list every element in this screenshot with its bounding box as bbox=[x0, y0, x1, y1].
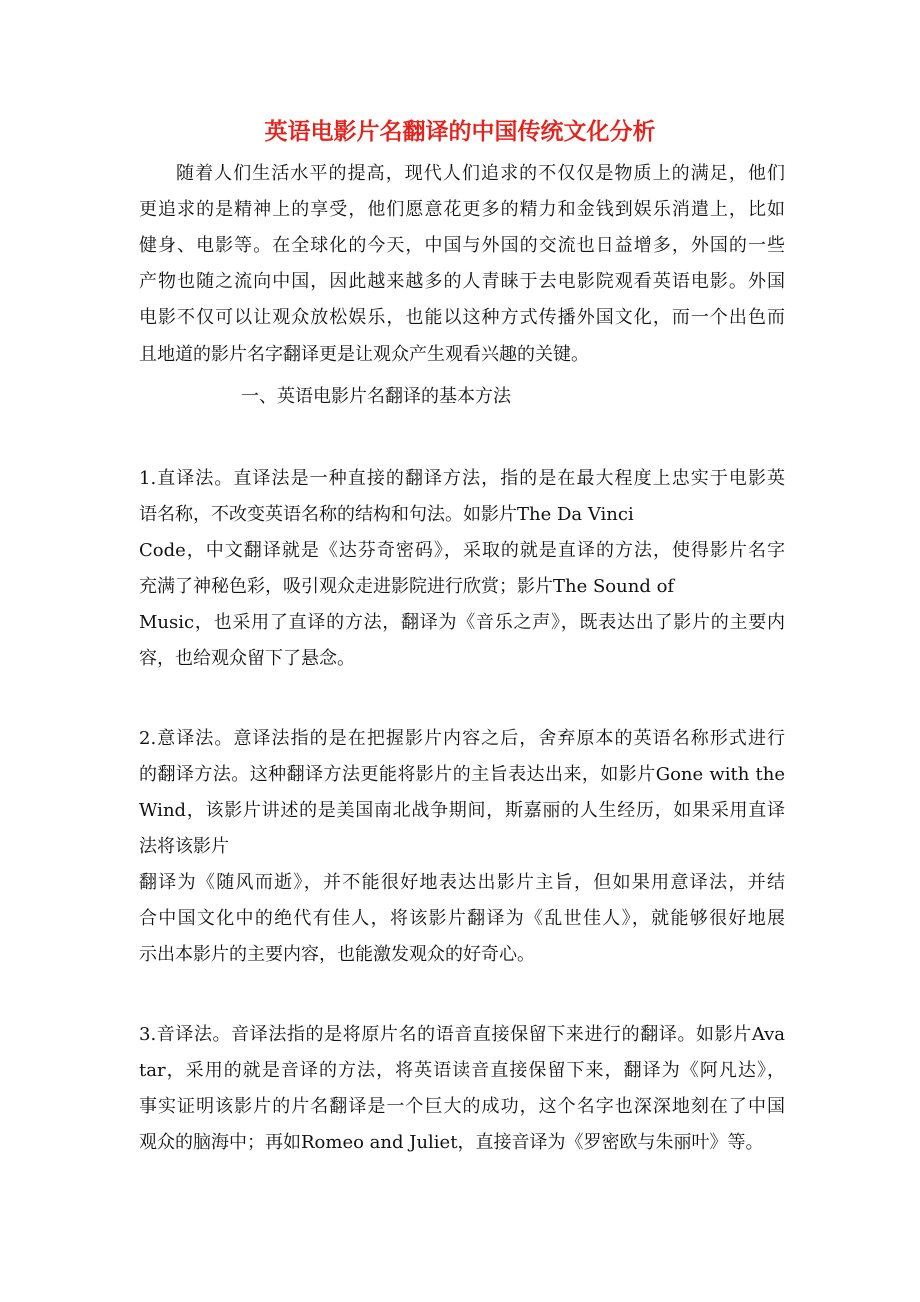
intro-line: 更追求的是精神上的享受，他们愿意花更多的精力和金钱到娱乐消遣上，比如 bbox=[139, 199, 785, 220]
method1-line: 1.直译法。直译法是一种直接的翻译方法，指的是在最大程度上忠实于电影英 bbox=[139, 468, 785, 489]
intro-line: 且地道的影片名字翻译更是让观众产生观看兴趣的关键。 bbox=[139, 344, 589, 365]
section-heading: 一、英语电影片名翻译的基本方法 bbox=[241, 386, 511, 407]
intro-line: 健身、电影等。在全球化的今天，中国与外国的交流也日益增多，外国的一些 bbox=[139, 235, 785, 256]
method2-line: Wind，该影片讲述的是美国南北战争期间，斯嘉丽的人生经历，如果采用直译 bbox=[139, 800, 785, 821]
intro-line: 电影不仅可以让观众放松娱乐，也能以这种方式传播外国文化，而一个出色而 bbox=[139, 307, 785, 328]
method2-line: 翻译为《随风而逝》，并不能很好地表达出影片主旨，但如果用意译法，并结 bbox=[139, 872, 785, 893]
method2-line: 法将该影片 bbox=[139, 836, 229, 857]
intro-line: 产物也随之流向中国，因此越来越多的人青睐于去电影院观看英语电影。外国 bbox=[139, 271, 785, 292]
page-title: 英语电影片名翻译的中国传统文化分析 bbox=[264, 119, 656, 145]
method2-line: 2.意译法。意译法指的是在把握影片内容之后，舍弃原本的英语名称形式进行 bbox=[139, 728, 785, 749]
method2-line: 合中国文化中的绝代有佳人，将该影片翻译为《乱世佳人》，就能够很好地展 bbox=[139, 908, 785, 929]
method1-line: Music，也采用了直译的方法，翻译为《音乐之声》，既表达出了影片的主要内 bbox=[139, 612, 785, 633]
method3-line: tar，采用的就是音译的方法，将英语读音直接保留下来，翻译为《阿凡达》， bbox=[139, 1060, 785, 1081]
method2-line: 示出本影片的主要内容，也能激发观众的好奇心。 bbox=[139, 944, 535, 965]
method3-line: 事实证明该影片的片名翻译是一个巨大的成功，这个名字也深深地刻在了中国 bbox=[139, 1096, 785, 1117]
method1-line: 语名称，不改变英语名称的结构和句法。如影片The Da Vinci bbox=[139, 504, 634, 525]
intro-line: 随着人们生活水平的提高，现代人们追求的不仅仅是物质上的满足，他们 bbox=[176, 163, 785, 184]
method3-line: 观众的脑海中；再如Romeo and Juliet，直接音译为《罗密欧与朱丽叶》等。 bbox=[139, 1132, 764, 1153]
method2-line: 的翻译方法。这种翻译方法更能将影片的主旨表达出来，如影片Gone with the bbox=[139, 764, 785, 785]
method1-line: 充满了神秘色彩，吸引观众走进影院进行欣赏；影片The Sound of bbox=[139, 576, 675, 597]
method1-line: Code，中文翻译就是《达芬奇密码》，采取的就是直译的方法，使得影片名字 bbox=[139, 540, 785, 561]
method1-line: 容，也给观众留下了悬念。 bbox=[139, 648, 355, 669]
method3-line: 3.音译法。音译法指的是将原片名的语音直接保留下来进行的翻译。如影片Ava bbox=[139, 1024, 785, 1045]
